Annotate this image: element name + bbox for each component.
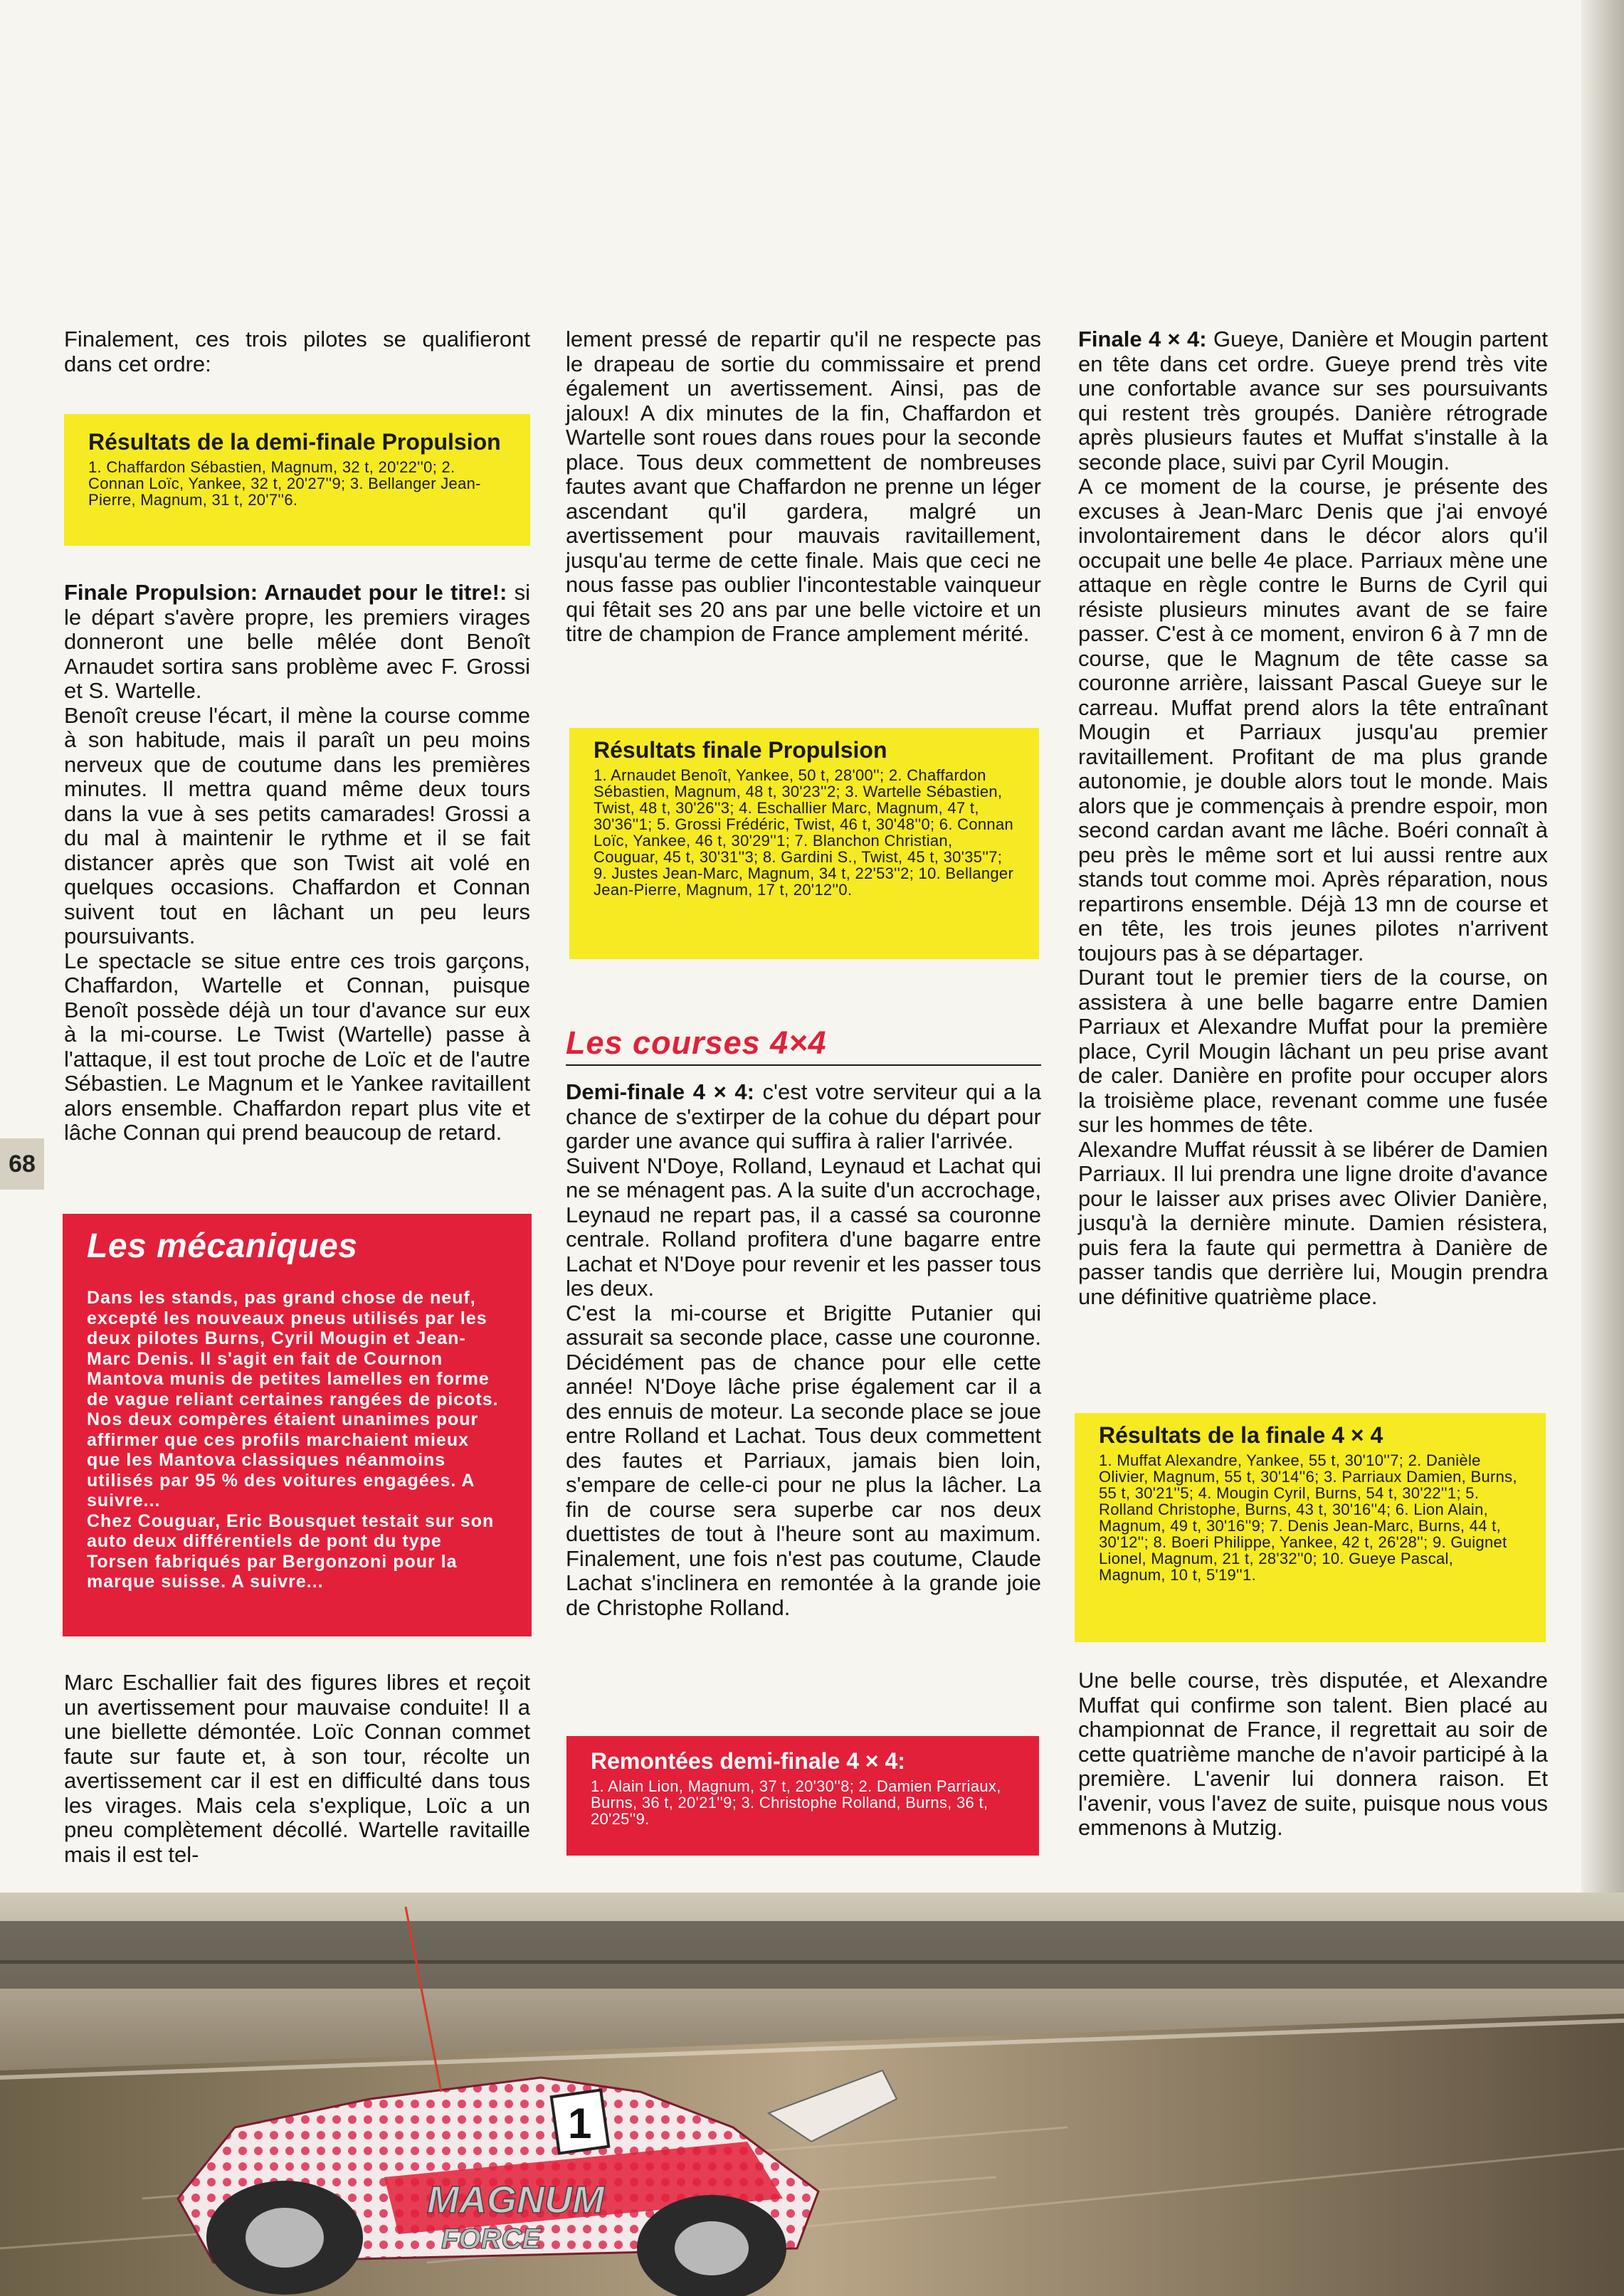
mecaniques-title: Les mécaniques (87, 1227, 358, 1265)
finale-propulsion-paragraph (64, 581, 530, 704)
results-finale-4x4-box (1075, 1413, 1546, 1642)
box-body: 1. Alain Lion, Magnum, 37 t, 20'30''8; 2. Damien Parriaux, Burns, 36 t, 20'21''9; 3. Christophe Rolland, Burns, 36 t, 20'25''9. (591, 1777, 1001, 1828)
demi-finale-heading: Demi-finale 4 × 4: (566, 1079, 754, 1104)
right-column-main (1078, 327, 1548, 1309)
demi-finale-paragraph (566, 1080, 1041, 1154)
car-brand: MAGNUM (427, 2179, 604, 2221)
rc-car-photo (0, 1893, 1624, 2296)
box-body: 1. Chaffardon Sébastien, Magnum, 32 t, 20'22''0; 2. Connan Loïc, Yankee, 32 t, 20'27''9; 3. Bellanger Jean-Pierre, Magnum, 31 t, 20'7''6. (88, 458, 481, 509)
paragraph: Marc Eschallier fait des figures libres et reçoit un avertissement pour mauvaise conduite! Il a une biellette démontée. Loïc Connan commet faute sur faute et, à son tour, récolte un avertissement car il est en difficulté dans tous les virages. Mais cela s'explique, Loïc a un pneu complètement décollé. Wartelle ravitaille mais il est tel- (64, 1670, 530, 1867)
intro-paragraph: Finalement, ces trois pilotes se qualifieront dans cet ordre: (64, 327, 530, 376)
paragraph: Suivent N'Doye, Rolland, Leynaud et Lachat qui ne se ménagent pas. A la suite d'un accrochage, Leynaud ne repart pas, il a cassé sa couronne centrale. Rolland profitera d'une bagarre entre Lachat et N'Doye pour revenir et les passer tous les deux. (566, 1153, 1041, 1301)
middle-column-main (566, 1080, 1041, 1620)
finale-4x4-text: Gueye, Danière et Mougin partent en tête dans cet ordre. Gueye prend très vite une confortable avance sur ses poursuivants qui restent très groupés. Danière rétrograde après plusieurs fautes et Muffat s'installe à la seconde place, suivi par Cyril Mougin. (1078, 327, 1548, 475)
paragraph: Alexandre Muffat réussit à se libérer de Damien Parriaux. Il lui prendra une ligne droite d'avance pour le laisser aux prises avec Olivier Danière, jusqu'à la dernière minute. Damien résistera, puis fera la faute qui permettra à Danière de passer tandis que derrière lui, Mougin prendra une définitive quatrième place. (1078, 1136, 1548, 1309)
results-demi-finale-propulsion-box (64, 414, 530, 546)
mecaniques-body-2: Chez Couguar, Eric Bousquet testait sur son auto deux différentiels de pont du type Torsen fabriqués par Bergonzoni pour la marque suisse. A suivre... (87, 1511, 495, 1592)
box-title: Résultats de la finale 4 × 4 (1099, 1422, 1383, 1448)
box-title: Remontées demi-finale 4 × 4: (591, 1748, 905, 1774)
finale-4x4-paragraph (1078, 327, 1548, 475)
paragraph: Durant tout le premier tiers de la course, on assistera à une belle bagarre entre Damien Parriaux et Alexandre Muffat pour la première place, Cyril Mougin lâchant un peu prise avant de caler. Danière en profite pour occuper alors la troisième place, revenant comme une fusée sur les hommes de tête. (1078, 965, 1548, 1137)
paragraph: lement pressé de repartir qu'il ne respecte pas le drapeau de sortie du commissaire et prend également un avertissement. Ainsi, pas de jaloux! A dix minutes de la fin, Chaffardon et Wartelle sont roues dans roues pour la seconde place. Tous deux commettent de nombreuses fautes avant que Chaffardon ne prenne un léger ascendant qu'il gardera, malgré un avertissement pour mauvais ravitaillement, jusqu'au terme de cette finale. Mais que ceci ne nous fasse pas oublier l'incontestable vainqueur qui fêtait ses 20 ans par une belle victoire et un titre de champion de France amplement mérité. (566, 327, 1041, 646)
paragraph: Le spectacle se situe entre ces trois garçons, Chaffardon, Wartelle et Connan, puisque Benoît possède déjà un tour d'avance sur eux à la mi-course. Le Twist (Wartelle) passe à l'attaque, il est tout proche de Loïc et de l'autre Sébastien. Le Magnum et le Yankee ravitaillent alors ensemble. Chaffardon repart plus vite et lâche Connan qui prend beaucoup de retard. (64, 948, 530, 1145)
paragraph: C'est la mi-course et Brigitte Putanier qui assurait sa seconde place, casse une couronne. Décidément pas de chance pour elle cette année! N'Doye lâche prise également car il a des ennuis de moteur. La seconde place se joue entre Rolland et Lachat. Tous deux commettent des fautes et Parriaux, jamais bien loin, s'empare de celle-ci pour ne plus la lâcher. La fin de course sera superbe car nos deux duettistes de tout à l'heure sont au maximum. Finalement, une fois n'est pas coutume, Claude Lachat s'inclinera en remontée à la grande joie de Christophe Rolland. (566, 1300, 1041, 1620)
right-column-bottom (1078, 1668, 1548, 1841)
paragraph: A ce moment de la course, je présente des excuses à Jean-Marc Denis que j'ai envoyé involontairement dans le décor alors qu'il occupait une belle 4e place. Parriaux mène une attaque en règle contre le Burns de Cyril qui résiste plusieurs minutes avant de se faire passer. C'est à ce moment, environ 6 à 7 mn de course, que le Magnum de tête casse sa couronne arrière, laissant Pascal Gueye sur le carreau. Muffat prend alors la tête entraînant Mougin et Parriaux jusqu'au premier ravitaillement. Profitant de ma plus grande autonomie, je double alors tout le monde. Mais alors que je commençais à prendre espoir, mon second cardan avant me lâche. Boéri connaît à peu près le même sort et lui aussi rentre aux stands tout comme moi. Après réparation, nous repartirons ensemble. Déjà 13 mn de course et en tête, les trois jeunes pilotes n'arrivent toujours pas à se départager. (1078, 474, 1548, 966)
page-spine-shadow (1581, 0, 1624, 1893)
finale-propulsion-text: si le départ s'avère propre, les premiers virages donneront une belle mêlée dont Benoît Arnaudet sortira sans problème avec F. Grossi et S. Wartelle. (64, 580, 530, 703)
middle-column-top (566, 327, 1041, 647)
box-title: Résultats finale Propulsion (594, 737, 887, 763)
finale-4x4-heading: Finale 4 × 4: (1078, 327, 1207, 351)
paragraph: Benoît creuse l'écart, il mène la course comme à son habitude, mais il paraît un peu moins nerveux que de coutume dans les premières minutes. Il mettra quand même deux tours dans la vue à ses petits camarades! Grossi a du mal à maintenir le rythme et il se fait distancer après que son Twist ait volé en quelques occasions. Chaffardon et Connan suivent tout en lâchant un peu leurs poursuivants. (64, 702, 530, 948)
car-model: FORCE (441, 2223, 541, 2255)
car-number: 1 (568, 2100, 592, 2147)
left-column-main (64, 581, 530, 1146)
finale-propulsion-heading: Finale Propulsion: Arnaudet pour le titre!: (64, 580, 507, 605)
box-body: 1. Arnaudet Benoît, Yankee, 50 t, 28'00''; 2. Chaffardon Sébastien, Magnum, 48 t, 30'23''2; 3. Wartelle Sébastien, Twist, 48 t, 30'26''3; 4. Eschallier Marc, Magnum, 47 t, 30'36''1; 5. Grossi Frédéric, Twist, 46 t, 30'48''0; 6. Connan Loïc, Yankee, 46 t, 30'29''1; 7. Blanchon Christian, Couguar, 45 t, 30'31''3; 8. Gardini S., Twist, 45 t, 30'35''7; 9. Justes Jean-Marc, Magnum, 34 t, 22'53''2; 10. Bellanger Jean-Pierre, Magnum, 17 t, 20'12''0. (594, 766, 1014, 899)
box-title: Résultats de la demi-finale Propulsion (88, 429, 501, 455)
left-column-bottom (64, 1671, 530, 1867)
remontees-box (566, 1736, 1039, 1856)
mecaniques-body: Dans les stands, pas grand chose de neuf, excepté les nouveaux pneus utilisés par les deux pilotes Burns, Cyril Mougin et Jean-Marc Denis. Il s'agit en fait de Cournon Mantova munis de petites lamelles en forme de vague reliant certaines rangées de picots. Nos deux compères étaient unanimes pour affirmer que ces profils marchaient mieux que les Mantova classiques néanmoins utilisés par 95 % des voitures engagées. A suivre... (87, 1288, 499, 1511)
page-number: 68 (0, 1138, 44, 1190)
box-body: 1. Muffat Alexandre, Yankee, 55 t, 30'10''7; 2. Danièle Olivier, Magnum, 55 t, 30'14''6; 3. Parriaux Damien, Burns, 55 t, 30'21''5; 4. Mougin Cyril, Burns, 54 t, 30'22''1; 5. Rolland Christophe, Burns, 43 t, 30'16''4; 6. Lion Alain, Magnum, 49 t, 30'16''9; 7. Denis Jean-Marc, Burns, 44 t, 30'12''; 8. Boeri Philippe, Yankee, 42 t, 26'28''; 9. Guignet Lionel, Magnum, 21 t, 28'32''0; 10. Gueye Pascal, Magnum, 10 t, 5'19''1. (1099, 1451, 1517, 1584)
section-title-courses-4x4: Les courses 4×4 (566, 1025, 1041, 1066)
mecaniques-box (63, 1214, 532, 1636)
left-column (64, 327, 530, 376)
results-finale-propulsion-box (569, 728, 1039, 959)
paragraph: Une belle course, très disputée, et Alexandre Muffat qui confirme son talent. Bien placé au championnat de France, il regrettait au soir de cette quatrième manche de n'avoir participé à la première. L'avenir lui donnera raison. Et l'avenir, vous l'avez de suite, puisque nous vous emmenons à Mutzig. (1078, 1668, 1548, 1840)
demi-finale-text: c'est votre serviteur qui a la chance de s'extirper de la cohue du départ pour garder une avance qui suffira à ralier l'arrivée. (566, 1079, 1042, 1153)
